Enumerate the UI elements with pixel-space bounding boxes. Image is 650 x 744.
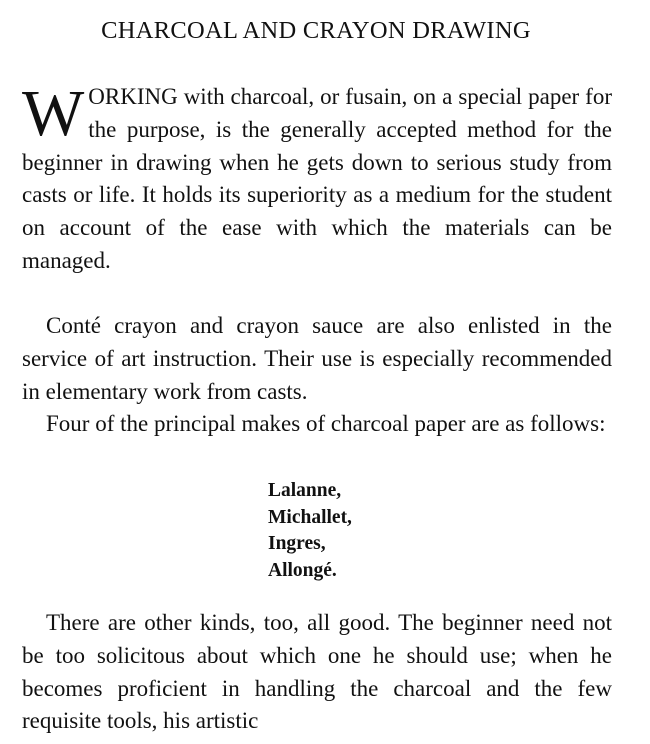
drop-cap: W xyxy=(22,77,85,150)
page-title: CHARCOAL AND CRAYON DRAWING xyxy=(101,17,531,44)
list-item: Allongé. xyxy=(268,559,337,581)
paragraph-crayon: Conté crayon and crayon sauce are also enlisted in the service of art instruction. Their use is especially recommended in elementary work from casts. xyxy=(22,313,612,404)
paper-makes-list xyxy=(268,478,352,584)
paragraph-paper-makes: Four of the principal makes of charcoal paper are as follows: xyxy=(46,411,606,436)
list-item: Ingres, xyxy=(268,533,326,554)
paragraph-intro-text: ORKING with charcoal, or fusain, on a special paper for the purpose, is the generally accepted method for the beginner in drawing when he gets down to serious study from casts or life. It holds its superiority as a medium for the student on account of the ease with which the materials can be managed. xyxy=(22,84,612,273)
list-item: Lalanne, xyxy=(268,480,342,501)
paragraph-other-kinds: There are other kinds, too, all good. The beginner need not be too solicitous about which one he should use; when he becomes proficient in handling the charcoal and the few requisite tools, his artistic xyxy=(22,610,612,734)
list-item: Michallet, xyxy=(268,506,352,528)
paragraph-intro xyxy=(22,77,612,278)
